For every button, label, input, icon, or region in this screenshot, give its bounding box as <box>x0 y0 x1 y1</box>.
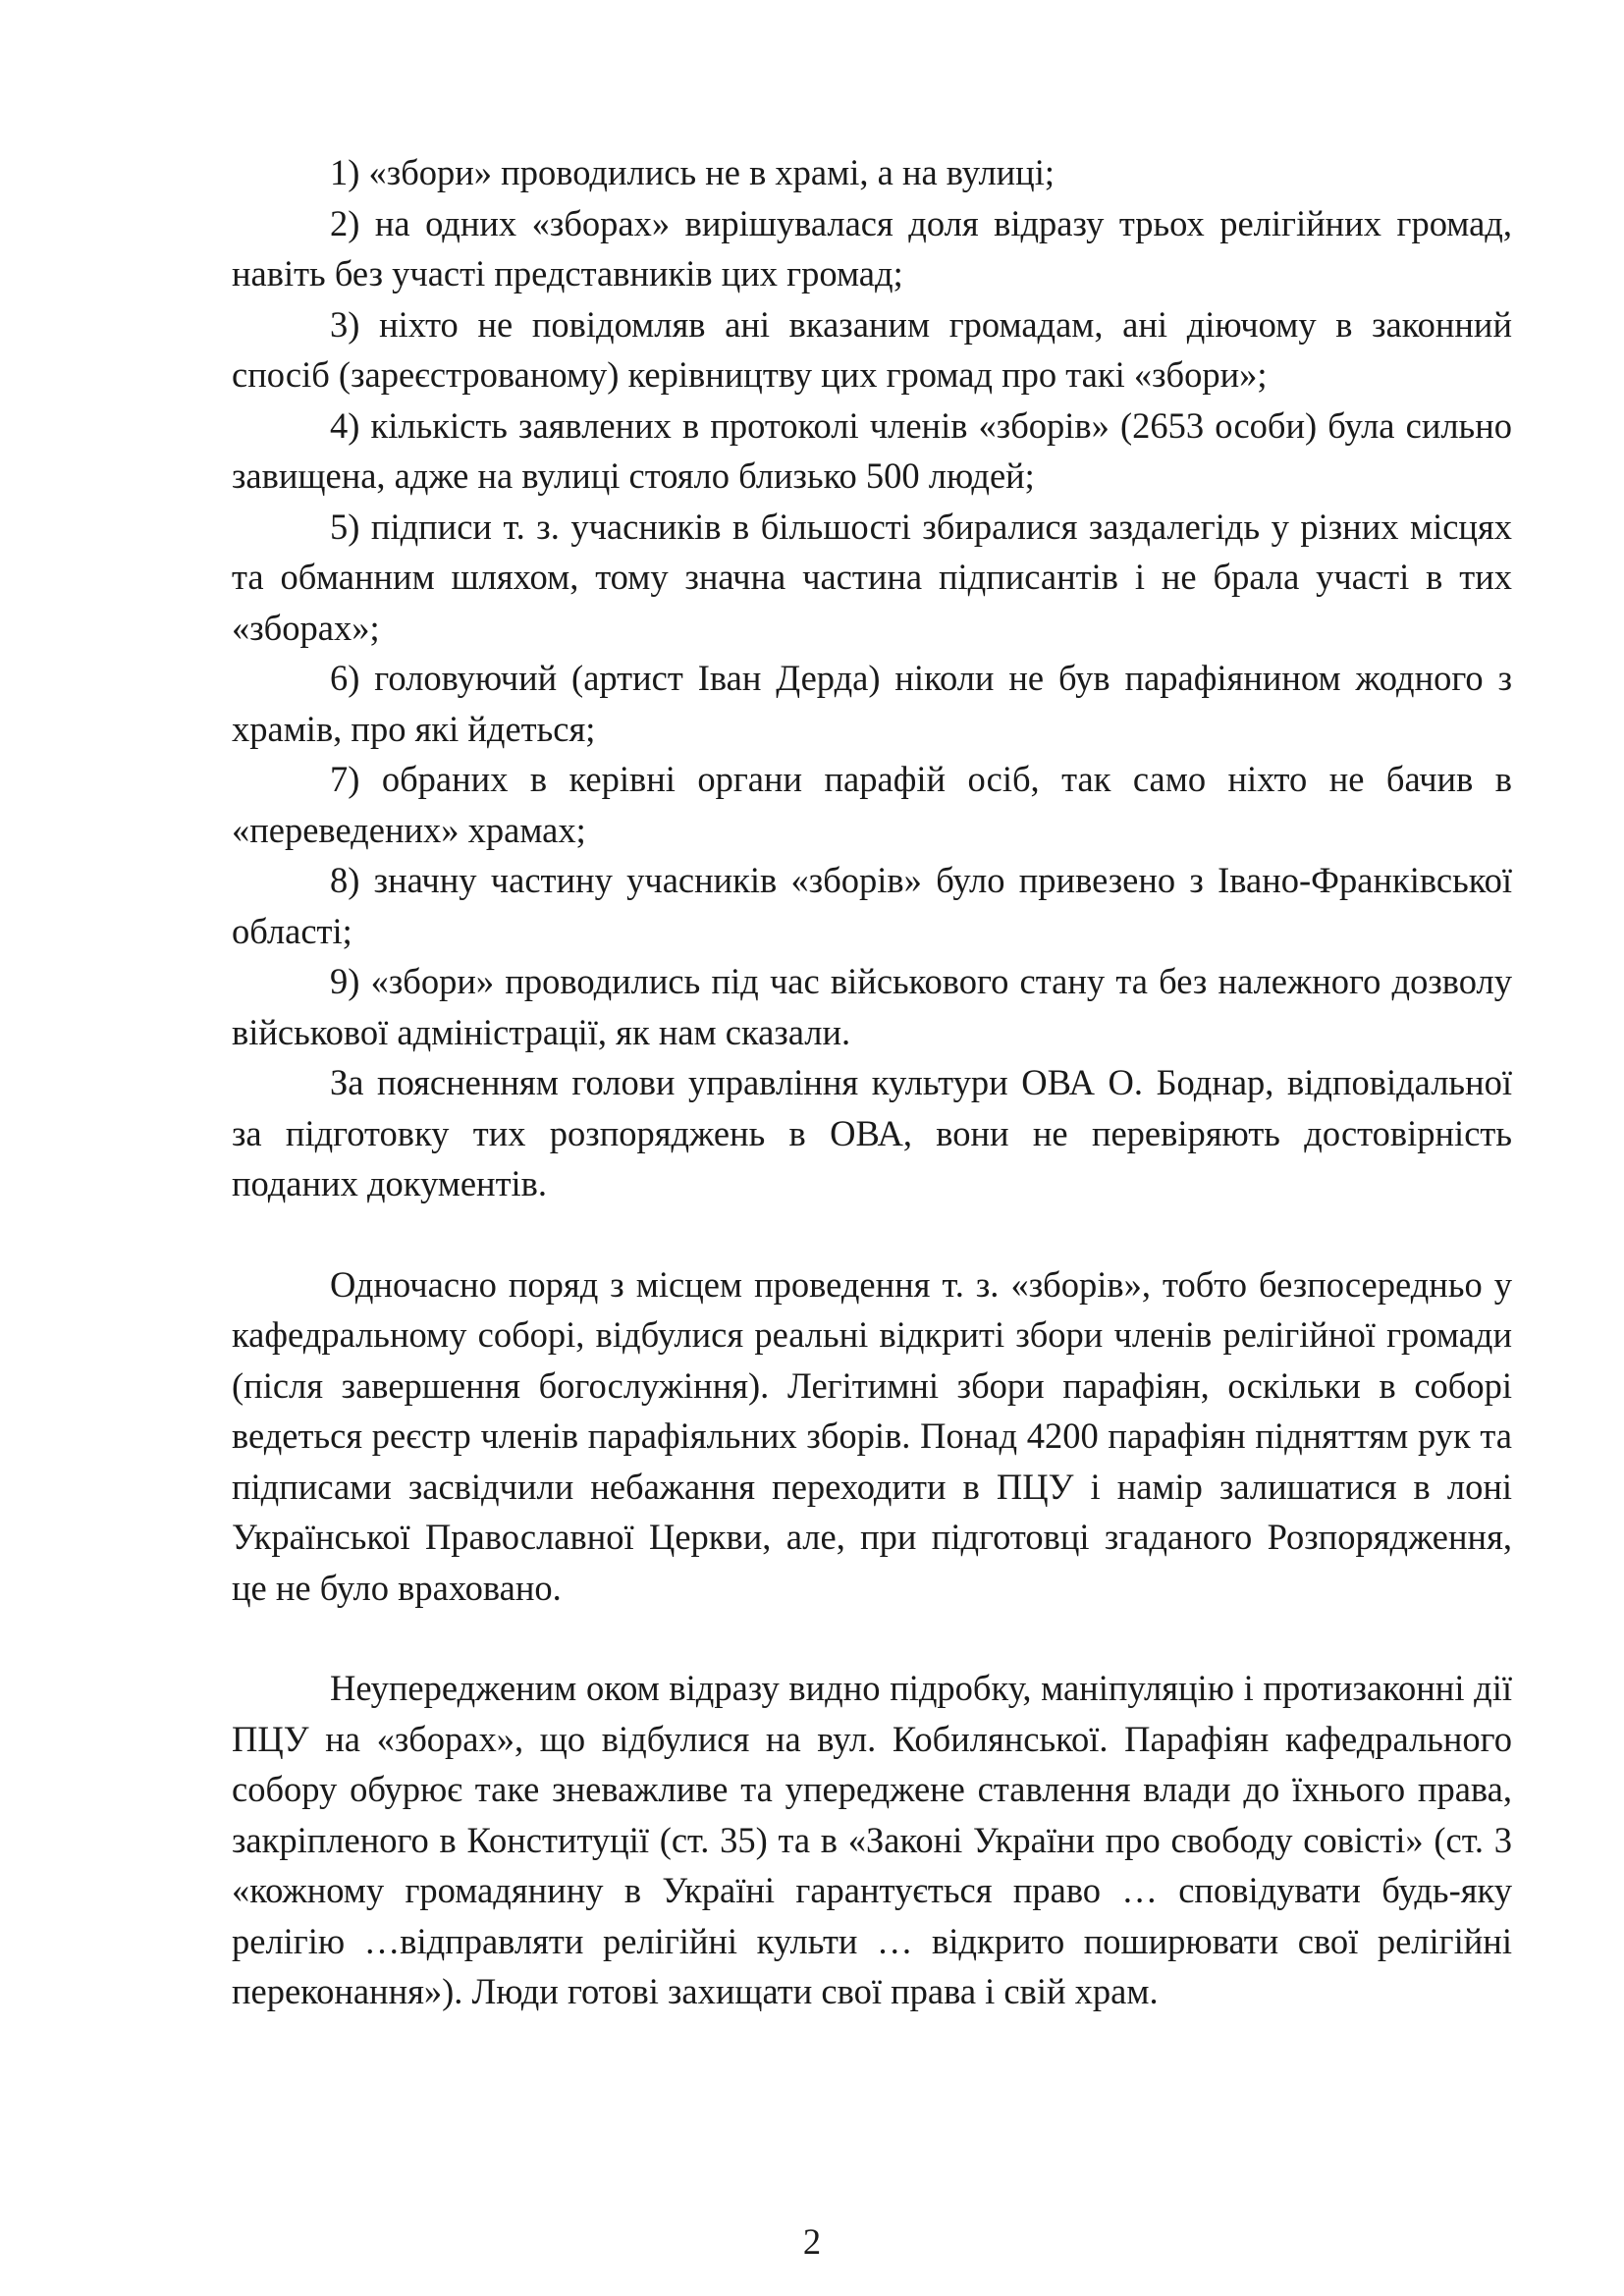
paragraph-spacer <box>232 1613 1512 1663</box>
list-item: 3) ніхто не повідомляв ані вказаним громадам, ані діючому в законний спосіб (зареєстрованому) керівництву цих громад про такі «збори»; <box>232 303 1512 395</box>
document-page <box>232 147 1512 2017</box>
conclusion-paragraph: Неупередженим оком відразу видно підробку, маніпуляцію і протизаконні дії ПЦУ на «зборах», що відбулися на вул. Кобилянської. Парафіян кафедрального собору обурює таке зневажливе та упереджене ставлення влади до їхнього права, закріпленого в Конституції (ст. 35) та в «Законі України про свободу совісті» (ст. 3 «кожному громадянину в Україні гарантується право … сповідувати будь-яку релігію …відправляти релігійні культи … відкрито поширювати свої релігійні переконання»). Люди готові захищати свої права і свій храм. <box>232 1668 1512 2011</box>
list-item: 5) підписи т. з. учасників в більшості збиралися заздалегідь у різних місцях та обманним шляхом, тому значна частина підписантів і не брала участі в тих «зборах»; <box>232 506 1512 648</box>
simultaneous-meeting-paragraph: Одночасно поряд з місцем проведення т. з. «зборів», тобто безпосередньо у кафедральному соборі, відбулися реальні відкриті збори членів релігійної громади (після завершення богослужіння). Легітимні збори парафіян, оскільки в соборі ведеться реєстр членів парафіяльних зборів. Понад 4200 парафіян підняттям рук та підписами засвідчили небажання переходити в ПЦУ і намір залишатися в лоні Української Православної Церкви, але, при підготовці згаданого Розпорядження, це не було враховано. <box>232 1263 1512 1608</box>
list-item: 9) «збори» проводились під час військового стану та без належного дозволу військової адміністрації, як нам сказали. <box>232 961 1512 1052</box>
list-item: 4) кількість заявлених в протоколі членів «зборів» (2653 особи) була сильно завищена, адже на вулиці стояло близько 500 людей; <box>232 404 1512 496</box>
paragraph-spacer <box>232 1209 1512 1259</box>
list-item: 6) головуючий (артист Іван Дерда) ніколи не був парафіянином жодного з храмів, про які йдеться; <box>232 658 1512 749</box>
violations-list <box>232 147 1512 1057</box>
list-item: 8) значну частину учасників «зборів» було привезено з Івано-Франківської області; <box>232 860 1512 951</box>
list-item: 1) «збори» проводились не в храмі, а на вулиці; <box>330 152 1056 192</box>
explanation-paragraph: За поясненням голови управління культури ОВА О. Боднар, відповідальної за підготовку тих розпоряджень в ОВА, вони не перевіряють достовірність поданих документів. <box>232 1062 1512 1203</box>
list-item: 7) обраних в керівні органи парафій осіб, так само ніхто не бачив в «переведених» храмах; <box>232 759 1512 850</box>
page-number: 2 <box>802 2221 822 2262</box>
list-item: 2) на одних «зборах» вирішувалася доля відразу трьох релігійних громад, навіть без участі представників цих громад; <box>232 202 1512 294</box>
